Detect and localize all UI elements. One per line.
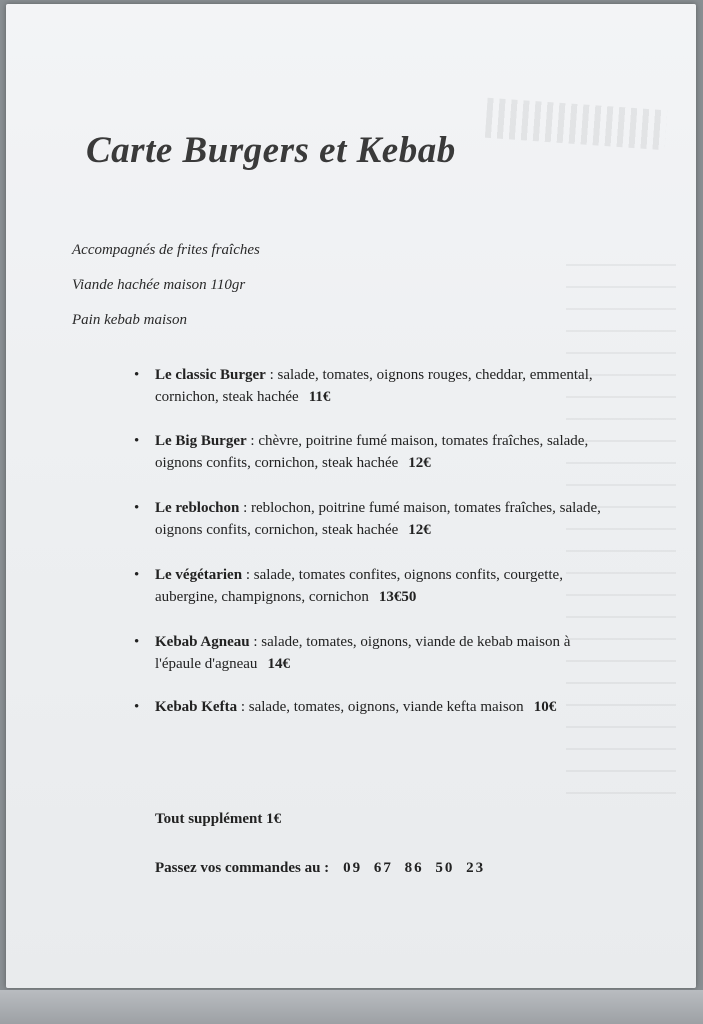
intro-notes: [72, 236, 260, 341]
bullet-icon: •: [134, 699, 140, 715]
bullet-icon: •: [134, 367, 140, 383]
supplement-note: Tout supplément 1€: [155, 811, 282, 827]
menu-item: [134, 364, 604, 408]
bullet-icon: •: [134, 433, 140, 449]
item-name: Le végétarien: [155, 567, 243, 583]
menu-item: [134, 631, 604, 675]
reverse-show-through: [485, 98, 667, 150]
intro-note: Viande hachée maison 110gr: [72, 277, 246, 293]
order-label: Passez vos commandes au :: [155, 860, 330, 876]
menu-sheet: [6, 4, 696, 988]
bullet-icon: •: [134, 500, 140, 516]
bullet-icon: •: [134, 634, 140, 650]
phone-number: 09 67 86 50 23: [343, 860, 486, 876]
order-line: [155, 860, 485, 877]
item-name: Kebab Agneau: [155, 634, 250, 650]
item-description: : reblochon, poitrine fumé maison, tomates fraîches, salade, oignons confits, cornichon, steak hachée: [155, 500, 601, 538]
intro-note: Pain kebab maison: [72, 312, 187, 328]
menu-title: Carte Burgers et Kebab: [86, 130, 456, 171]
frame-bottom-edge: [0, 990, 703, 1024]
item-price: 12€: [408, 522, 431, 538]
item-description: : salade, tomates confites, oignons confits, courgette, aubergine, champignons, cornichon: [155, 567, 563, 605]
item-price: 13€50: [378, 589, 417, 605]
menu-item: [134, 430, 604, 474]
bullet-icon: •: [134, 567, 140, 583]
menu-item: [134, 564, 604, 608]
item-description: : salade, tomates, oignons rouges, cheddar, emmental, cornichon, steak hachée: [155, 367, 593, 405]
item-price: 12€: [408, 455, 431, 471]
item-name: Kebab Kefta: [155, 699, 238, 715]
menu-items: [134, 364, 604, 718]
menu-item: [134, 497, 604, 541]
item-price: 11€: [308, 389, 331, 405]
intro-note: Accompagnés de frites fraîches: [72, 242, 260, 258]
item-name: Le Big Burger: [155, 433, 247, 449]
item-description: : salade, tomates, oignons, viande de kebab maison à l'épaule d'agneau: [155, 634, 571, 672]
item-name: Le classic Burger: [155, 367, 266, 383]
item-price: 14€: [267, 656, 290, 672]
item-description: : salade, tomates, oignons, viande kefta maison: [237, 699, 524, 715]
menu-item: [134, 696, 604, 718]
item-name: Le reblochon: [155, 500, 240, 516]
item-price: 10€: [533, 699, 557, 715]
item-description: : chèvre, poitrine fumé maison, tomates fraîches, salade, oignons confits, cornichon, steak hachée: [155, 433, 589, 471]
